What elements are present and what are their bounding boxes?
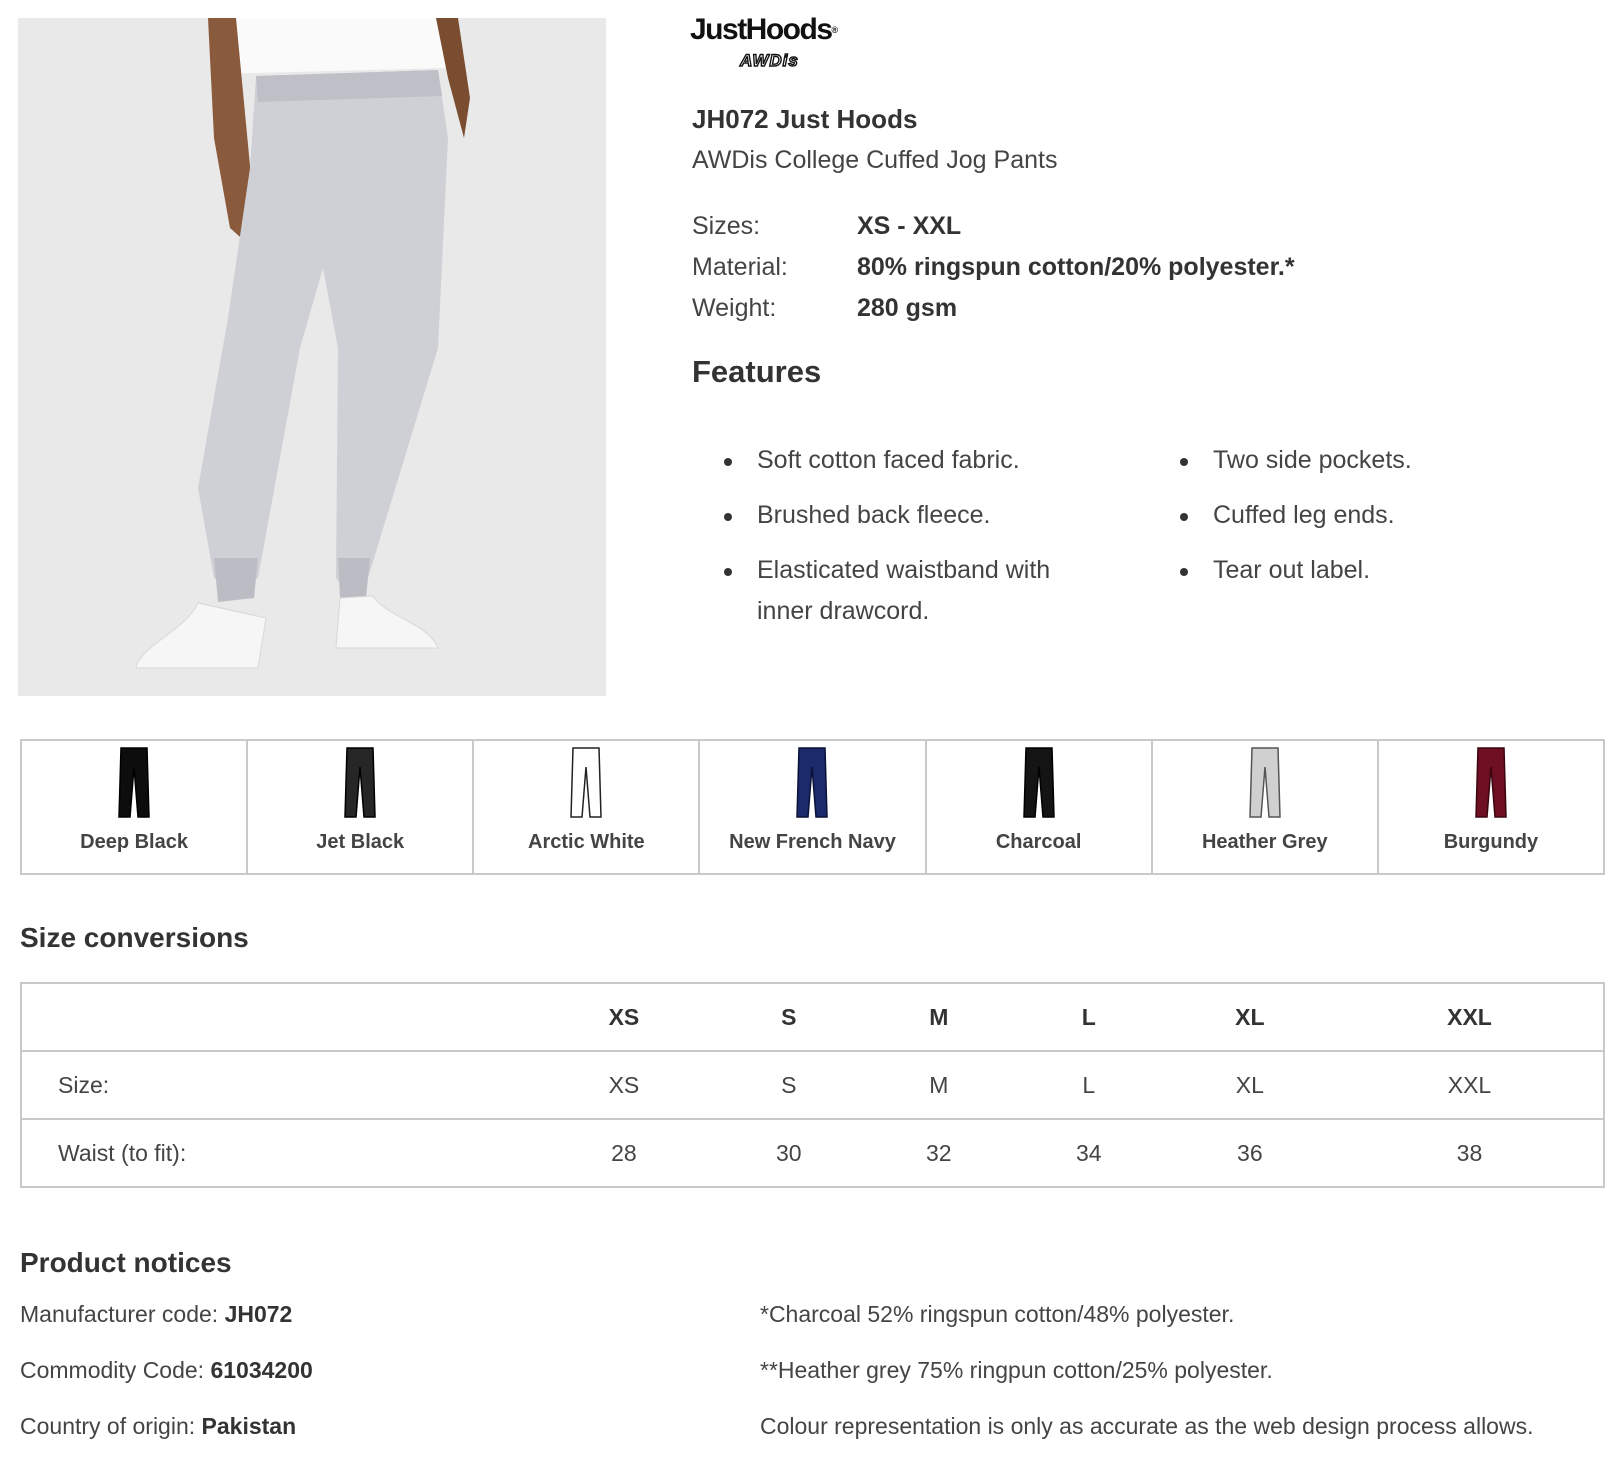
row-label: Size: — [21, 1051, 534, 1119]
size-conversions-table — [20, 982, 1605, 1188]
table-header-row — [21, 983, 1604, 1051]
column-header: XS — [534, 983, 714, 1051]
registered-mark: ® — [831, 25, 839, 35]
table-cell: 30 — [714, 1119, 864, 1187]
column-header: M — [864, 983, 1014, 1051]
colour-name: Deep Black — [80, 831, 188, 853]
table-cell: 32 — [864, 1119, 1014, 1187]
table-row — [21, 1051, 1604, 1119]
feature-item: Brushed back fleece. — [757, 495, 1132, 536]
product-photo — [18, 18, 606, 696]
notice-manufacturer-code — [20, 1302, 313, 1358]
jog-pants-icon — [117, 747, 151, 819]
notice-value: JH072 — [224, 1301, 293, 1327]
spec-value: 280 gsm — [857, 294, 958, 322]
spec-value: XS - XXL — [857, 212, 962, 240]
product-subtitle: AWDis College Cuffed Jog Pants — [692, 146, 1058, 174]
notice-footnote: **Heather grey 75% ringpun cotton/25% polyester. — [760, 1357, 1273, 1383]
size-conversions-heading: Size conversions — [20, 922, 249, 953]
spec-row-weight — [692, 288, 1295, 329]
row-label: Waist (to fit): — [21, 1119, 534, 1187]
table-cell: XXL — [1336, 1051, 1604, 1119]
jog-pants-icon — [795, 747, 829, 819]
jog-pants-icon — [1022, 747, 1056, 819]
features-heading: Features — [692, 354, 822, 389]
colour-swatch[interactable] — [248, 741, 474, 873]
features-list-right — [1148, 440, 1528, 605]
features-list-left — [692, 440, 1132, 646]
jog-pants-icon — [569, 747, 603, 819]
notice-commodity-code — [20, 1358, 313, 1414]
notice-footnote: *Charcoal 52% ringspun cotton/48% polyester. — [760, 1301, 1235, 1327]
colour-name: Burgundy — [1443, 831, 1539, 853]
table-cell: S — [714, 1051, 864, 1119]
notice-footnote: Colour representation is only as accurate as the web design process allows. — [760, 1413, 1534, 1439]
colour-swatch[interactable] — [1379, 741, 1603, 873]
feature-item: Cuffed leg ends. — [1213, 495, 1528, 536]
table-cell: 34 — [1014, 1119, 1164, 1187]
brand-logo-sub: AWDis — [740, 51, 799, 70]
spec-list — [692, 206, 1295, 329]
notice-value: 61034200 — [210, 1357, 313, 1383]
colour-swatch[interactable] — [474, 741, 700, 873]
jog-pants-icon — [1248, 747, 1282, 819]
spec-label: Sizes: — [692, 212, 761, 240]
feature-item: Two side pockets. — [1213, 440, 1528, 481]
feature-item: Tear out label. — [1213, 550, 1528, 591]
table-cell: L — [1014, 1051, 1164, 1119]
colour-name: Arctic White — [528, 831, 645, 853]
spec-value: 80% ringspun cotton/20% polyester.* — [857, 253, 1295, 281]
notices-footnotes — [760, 1302, 1533, 1470]
colour-name: New French Navy — [729, 831, 896, 853]
colour-name: Heather Grey — [1201, 831, 1328, 853]
colour-swatch[interactable] — [22, 741, 248, 873]
column-header: L — [1014, 983, 1164, 1051]
colour-name: Jet Black — [316, 831, 405, 853]
spec-label: Weight: — [692, 294, 777, 322]
colour-swatch[interactable] — [927, 741, 1153, 873]
colour-swatch[interactable] — [700, 741, 926, 873]
spec-row-material — [692, 247, 1295, 288]
spec-row-sizes — [692, 206, 1295, 247]
colour-swatch[interactable] — [1153, 741, 1379, 873]
column-header — [21, 983, 534, 1051]
jog-pants-icon — [343, 747, 377, 819]
brand-logo-text: JustHoods — [690, 13, 832, 46]
column-header: XXL — [1336, 983, 1604, 1051]
brand-logo — [690, 14, 862, 76]
column-header: S — [714, 983, 864, 1051]
jog-pants-icon — [1474, 747, 1508, 819]
product-title: JH072 Just Hoods — [692, 104, 918, 134]
table-cell: M — [864, 1051, 1014, 1119]
colour-swatches — [20, 739, 1605, 875]
table-row — [21, 1119, 1604, 1187]
colour-name: Charcoal — [995, 831, 1082, 853]
feature-item: Elasticated waistband with inner drawcord. — [757, 550, 1087, 632]
column-header: XL — [1164, 983, 1336, 1051]
table-cell: 36 — [1164, 1119, 1336, 1187]
table-cell: 28 — [534, 1119, 714, 1187]
notice-label: Commodity Code: — [20, 1357, 211, 1383]
product-notices-heading: Product notices — [20, 1247, 232, 1278]
table-cell: 38 — [1336, 1119, 1604, 1187]
table-cell: XS — [534, 1051, 714, 1119]
notices-codes — [20, 1302, 313, 1470]
notice-country-of-origin — [20, 1414, 313, 1470]
feature-item: Soft cotton faced fabric. — [757, 440, 1132, 481]
notice-label: Country of origin: — [20, 1413, 202, 1439]
table-cell: XL — [1164, 1051, 1336, 1119]
notice-value: Pakistan — [201, 1413, 297, 1439]
notice-label: Manufacturer code: — [20, 1301, 225, 1327]
spec-label: Material: — [692, 253, 788, 281]
